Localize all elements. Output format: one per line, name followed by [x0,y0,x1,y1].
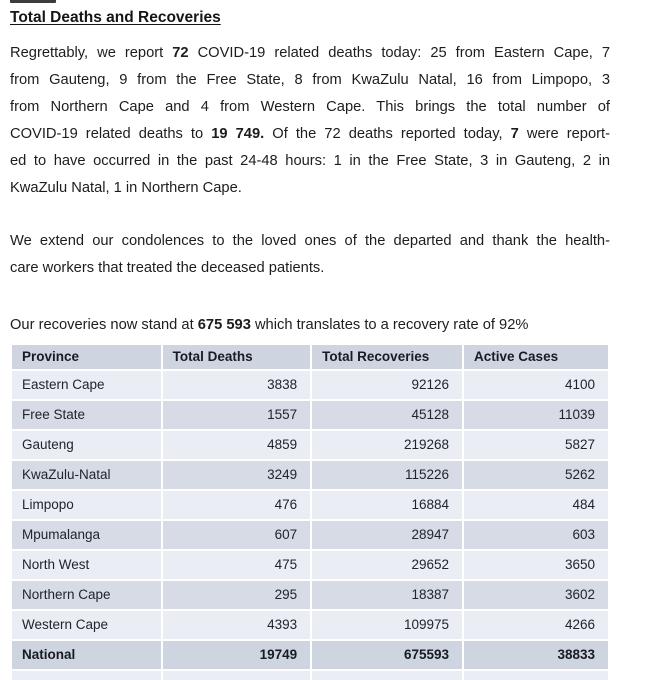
value-cell: 1557 [163,401,311,429]
column-header: Active Cases [464,345,608,369]
text: ed to have occurred in the past 24-48 hours: 1 in the Free State, 3 in Gauteng, 2 in [10,153,610,169]
text-line [10,255,610,282]
column-header: Total Recoveries [312,345,462,369]
deaths-paragraph [10,40,610,202]
value-cell: 11039 [464,401,608,429]
text-line [10,148,610,175]
table-row [12,551,608,579]
province-stats-table [10,343,610,680]
column-header: Province [12,345,161,369]
document-page [10,0,610,680]
province-cell: Western Cape [12,611,161,639]
value-cell: 3838 [163,371,311,399]
table-row [12,641,608,669]
section-title: Total Deaths and Recoveries [10,9,221,26]
value-cell: 5262 [464,461,608,489]
bold-text: 675 593 [197,317,251,333]
value-cell: 3249 [163,461,311,489]
text: We extend our condolences to the loved ones of the departed and thank the health- [10,233,610,249]
text: Our recoveries now stand at [10,317,198,333]
province-cell: Limpopo [12,491,161,519]
table-row [12,431,608,459]
value-cell: 109975 [312,611,462,639]
value-cell: 475 [163,551,311,579]
value-cell: 603 [464,521,608,549]
text: from Northern Cape and 4 from Western Cape. This brings the total number of [10,99,610,115]
table-row [12,521,608,549]
table-row [12,461,608,489]
text: Of the 72 deaths reported today, [264,126,511,142]
text-line [10,175,610,202]
text-line [10,121,610,148]
value-cell: 92126 [312,371,462,399]
text: Regrettably, we report [10,45,173,61]
province-cell: Eastern Cape [12,371,161,399]
value-cell: 3602 [464,581,608,609]
table-row [12,371,608,399]
province-cell: KwaZulu-Natal [12,461,161,489]
table-row [12,491,608,519]
value-cell: 4859 [163,431,311,459]
text: from Gauteng, 9 from the Free State, 8 from KwaZulu Natal, 16 from Limpopo, 3 [10,72,610,88]
value-cell: 4393 [163,611,311,639]
text: KwaZulu Natal, 1 in Northern Cape. [10,180,242,196]
value-cell: 115226 [312,461,462,489]
value-cell: 19749 [163,641,311,669]
value-cell [464,671,608,680]
value-cell: 18387 [312,581,462,609]
table-row [12,581,608,609]
bold-text: 19 749. [211,126,265,142]
value-cell: 5827 [464,431,608,459]
value-cell: 219268 [312,431,462,459]
recoveries-paragraph [10,312,610,339]
province-cell: Mpumalanga [12,521,161,549]
text: COVID-19 related deaths to [10,126,212,142]
province-cell [12,671,161,680]
text: care workers that treated the deceased patients. [10,260,325,276]
table-row [12,611,608,639]
text: were report- [518,126,610,142]
table-row [12,671,608,680]
province-cell: Northern Cape [12,581,161,609]
text-line [10,94,610,121]
value-cell: 38833 [464,641,608,669]
value-cell: 3650 [464,551,608,579]
text-line [10,67,610,94]
province-cell: Free State [12,401,161,429]
table-body [12,371,608,680]
text-line [10,312,610,339]
value-cell: 28947 [312,521,462,549]
value-cell: 45128 [312,401,462,429]
table-header-row [12,345,608,369]
province-cell: North West [12,551,161,579]
value-cell: 29652 [312,551,462,579]
text-line [10,40,610,67]
clipped-content-above [10,0,56,3]
column-header: Total Deaths [163,345,311,369]
bold-text: 7 [510,126,519,142]
value-cell: 476 [163,491,311,519]
value-cell: 484 [464,491,608,519]
value-cell: 4266 [464,611,608,639]
value-cell: 295 [163,581,311,609]
condolences-paragraph [10,228,610,282]
province-cell: National [12,641,161,669]
value-cell: 16884 [312,491,462,519]
table-row [12,401,608,429]
province-cell: Gauteng [12,431,161,459]
value-cell: 4100 [464,371,608,399]
text: COVID-19 related deaths today: 25 from Eastern Cape, 7 [188,45,610,61]
bold-text: 72 [172,45,189,61]
value-cell: 675593 [312,641,462,669]
value-cell [312,671,462,680]
value-cell [163,671,311,680]
text-line [10,228,610,255]
value-cell: 607 [163,521,311,549]
text: which translates to a recovery rate of 92% [250,317,529,333]
